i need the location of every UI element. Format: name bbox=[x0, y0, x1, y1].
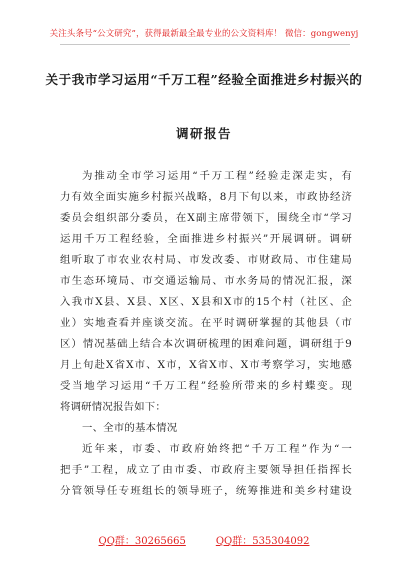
paragraph-line: 区）情况基础上结合本次调研梳理的困难问题，调研组于9 bbox=[60, 338, 352, 350]
paragraph-line: 把手”工程，成立了由市委、市政府主要领导担任指挥长 bbox=[60, 464, 352, 476]
footer-qq-group-2: QQ群：535304092 bbox=[215, 536, 310, 547]
paragraph-line: 组听取了市农业农村局、市发改委、市财政局、市住建局 bbox=[60, 254, 352, 266]
paragraph-line: 委员会组织部分委员，在X副主席带领下，围绕全市“学习 bbox=[60, 212, 352, 224]
paragraph-line: 业）实地查看并座谈交流。在平时调研掌握的其他县（市 bbox=[60, 317, 352, 329]
paragraph-line: 月上旬赴X省X市、X市，X省X市、X市考察学习，实地感 bbox=[60, 359, 352, 371]
paragraph-line: 力有效全面实施乡村振兴战略，8月下旬以来，市政协经济 bbox=[60, 191, 352, 203]
header-divider bbox=[60, 44, 350, 45]
header-promo-note: 关注头条号“公文研究”，获得最新最全最专业的公文资料库！ 微信：gongwenyj bbox=[49, 29, 359, 39]
footer-contact bbox=[0, 532, 408, 547]
footer-qq-group-1: QQ群：30265665 bbox=[98, 536, 186, 547]
document-subtitle: 调研报告 bbox=[175, 126, 232, 141]
paragraph-line: 近年来，市委、市政府始终把“千万工程”作为“一 bbox=[82, 443, 352, 455]
paragraph-line: 分管领导任专班组长的领导班子，统筹推进和美乡村建设 bbox=[60, 485, 352, 497]
paragraph-line: 将调研情况报告如下： bbox=[60, 401, 166, 413]
paragraph-line: 入我市X县、X县、X区、X县和X市的15个村（社区、企 bbox=[60, 296, 352, 308]
paragraph-line: 为推动全市学习运用“千万工程”经验走深走实，有 bbox=[82, 170, 352, 182]
paragraph-line: 市生态环境局、市交通运输局、市水务局的情况汇报，深 bbox=[60, 275, 352, 287]
document-title: 关于我市学习运用“千万工程”经验全面推进乡村振兴的 bbox=[45, 72, 363, 87]
section-heading: 一、全市的基本情况 bbox=[82, 422, 178, 434]
paragraph-line: 运用千万工程经验，全面推进乡村振兴”开展调研。调研 bbox=[60, 233, 352, 245]
paragraph-line: 受当地学习运用“千万工程”经验所带来的乡村蝶变。现 bbox=[60, 380, 352, 392]
